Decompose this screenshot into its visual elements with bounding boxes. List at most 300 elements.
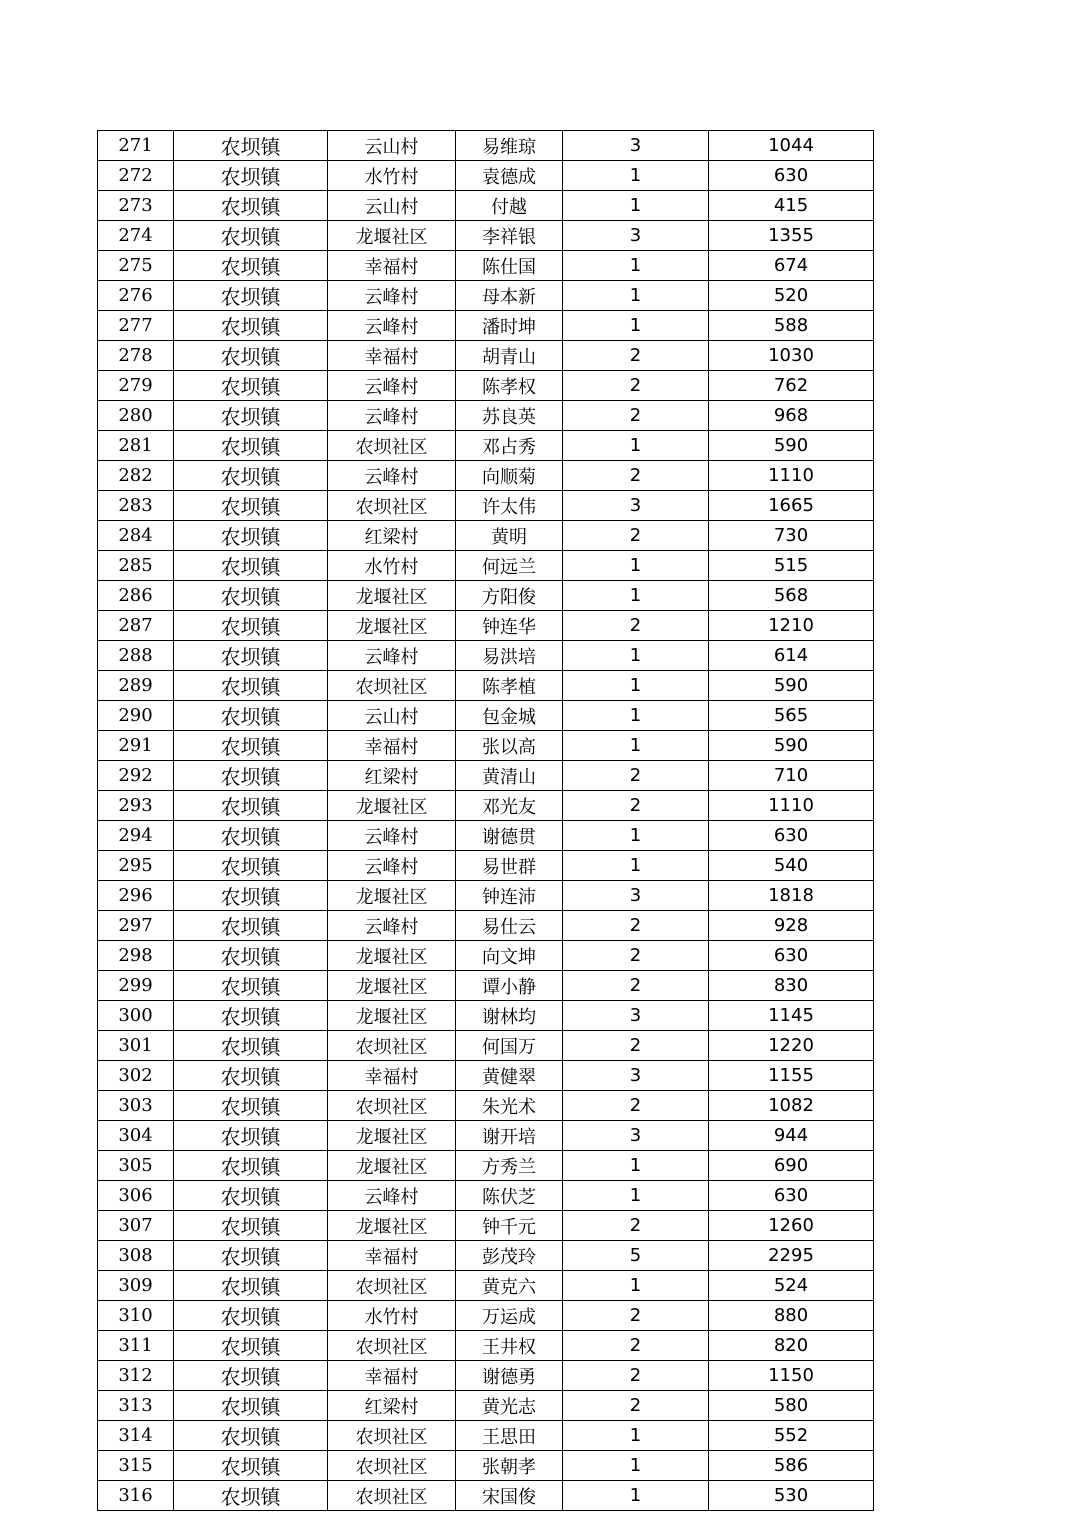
cell-household-size: 1: [563, 251, 709, 281]
cell-town: 农坝镇: [174, 1361, 328, 1391]
cell-household-size: 2: [563, 341, 709, 371]
cell-name: 宋国俊: [456, 1481, 563, 1511]
cell-town: 农坝镇: [174, 821, 328, 851]
cell-household-size: 1: [563, 1181, 709, 1211]
table-row: [98, 911, 874, 941]
cell-village: 幸福村: [328, 731, 456, 761]
cell-household-size: 1: [563, 191, 709, 221]
table-row: [98, 1031, 874, 1061]
cell-village: 农坝社区: [328, 431, 456, 461]
cell-town: 农坝镇: [174, 161, 328, 191]
cell-town: 农坝镇: [174, 1001, 328, 1031]
cell-name: 易维琼: [456, 131, 563, 161]
table-row: [98, 581, 874, 611]
cell-town: 农坝镇: [174, 1271, 328, 1301]
cell-amount: 586: [709, 1451, 874, 1481]
cell-amount: 590: [709, 671, 874, 701]
cell-household-size: 1: [563, 851, 709, 881]
cell-amount: 590: [709, 731, 874, 761]
cell-town: 农坝镇: [174, 281, 328, 311]
cell-name: 谢德勇: [456, 1361, 563, 1391]
cell-amount: 524: [709, 1271, 874, 1301]
cell-index: 295: [98, 851, 174, 881]
cell-household-size: 3: [563, 491, 709, 521]
table-row: [98, 281, 874, 311]
cell-village: 水竹村: [328, 551, 456, 581]
cell-index: 314: [98, 1421, 174, 1451]
cell-amount: 674: [709, 251, 874, 281]
cell-index: 281: [98, 431, 174, 461]
cell-amount: 830: [709, 971, 874, 1001]
cell-village: 云峰村: [328, 461, 456, 491]
cell-index: 297: [98, 911, 174, 941]
cell-village: 龙堰社区: [328, 221, 456, 251]
cell-town: 农坝镇: [174, 521, 328, 551]
cell-index: 307: [98, 1211, 174, 1241]
cell-village: 云山村: [328, 701, 456, 731]
cell-amount: 530: [709, 1481, 874, 1511]
cell-amount: 1030: [709, 341, 874, 371]
cell-index: 311: [98, 1331, 174, 1361]
table-row: [98, 731, 874, 761]
table-row: [98, 371, 874, 401]
cell-household-size: 3: [563, 1121, 709, 1151]
cell-amount: 540: [709, 851, 874, 881]
cell-household-size: 2: [563, 1391, 709, 1421]
cell-town: 农坝镇: [174, 251, 328, 281]
cell-index: 279: [98, 371, 174, 401]
cell-household-size: 1: [563, 1421, 709, 1451]
cell-household-size: 2: [563, 941, 709, 971]
cell-village: 幸福村: [328, 1361, 456, 1391]
cell-town: 农坝镇: [174, 941, 328, 971]
cell-index: 310: [98, 1301, 174, 1331]
cell-household-size: 1: [563, 1451, 709, 1481]
cell-household-size: 3: [563, 1061, 709, 1091]
cell-name: 谢开培: [456, 1121, 563, 1151]
cell-household-size: 2: [563, 1301, 709, 1331]
table-row: [98, 461, 874, 491]
cell-village: 龙堰社区: [328, 1121, 456, 1151]
cell-index: 280: [98, 401, 174, 431]
cell-village: 云峰村: [328, 851, 456, 881]
cell-household-size: 2: [563, 911, 709, 941]
cell-amount: 762: [709, 371, 874, 401]
cell-index: 271: [98, 131, 174, 161]
cell-name: 母本新: [456, 281, 563, 311]
cell-amount: 730: [709, 521, 874, 551]
cell-town: 农坝镇: [174, 1391, 328, 1421]
cell-village: 幸福村: [328, 1241, 456, 1271]
cell-town: 农坝镇: [174, 1211, 328, 1241]
cell-amount: 710: [709, 761, 874, 791]
cell-name: 袁德成: [456, 161, 563, 191]
cell-index: 289: [98, 671, 174, 701]
cell-household-size: 2: [563, 1331, 709, 1361]
cell-village: 红梁村: [328, 761, 456, 791]
table-row: [98, 1211, 874, 1241]
cell-town: 农坝镇: [174, 791, 328, 821]
cell-name: 谭小静: [456, 971, 563, 1001]
cell-amount: 415: [709, 191, 874, 221]
cell-name: 黄光志: [456, 1391, 563, 1421]
cell-village: 红梁村: [328, 1391, 456, 1421]
cell-index: 306: [98, 1181, 174, 1211]
cell-household-size: 2: [563, 371, 709, 401]
cell-index: 293: [98, 791, 174, 821]
cell-amount: 1145: [709, 1001, 874, 1031]
cell-index: 298: [98, 941, 174, 971]
cell-village: 龙堰社区: [328, 611, 456, 641]
cell-household-size: 5: [563, 1241, 709, 1271]
cell-household-size: 2: [563, 461, 709, 491]
cell-village: 云山村: [328, 191, 456, 221]
cell-town: 农坝镇: [174, 1451, 328, 1481]
cell-name: 钟连沛: [456, 881, 563, 911]
cell-index: 294: [98, 821, 174, 851]
cell-household-size: 2: [563, 971, 709, 1001]
cell-town: 农坝镇: [174, 911, 328, 941]
cell-index: 290: [98, 701, 174, 731]
table-row: [98, 671, 874, 701]
table-row: [98, 1121, 874, 1151]
table-row: [98, 311, 874, 341]
cell-name: 谢林均: [456, 1001, 563, 1031]
cell-village: 农坝社区: [328, 1031, 456, 1061]
cell-amount: 520: [709, 281, 874, 311]
cell-household-size: 2: [563, 401, 709, 431]
cell-town: 农坝镇: [174, 1481, 328, 1511]
cell-index: 292: [98, 761, 174, 791]
table-row: [98, 821, 874, 851]
cell-index: 300: [98, 1001, 174, 1031]
cell-name: 易仕云: [456, 911, 563, 941]
table-row: [98, 1181, 874, 1211]
cell-index: 278: [98, 341, 174, 371]
cell-amount: 630: [709, 821, 874, 851]
cell-household-size: 1: [563, 731, 709, 761]
table-row: [98, 551, 874, 581]
cell-town: 农坝镇: [174, 311, 328, 341]
table-row: [98, 881, 874, 911]
table-row: [98, 1001, 874, 1031]
cell-index: 299: [98, 971, 174, 1001]
cell-town: 农坝镇: [174, 731, 328, 761]
cell-town: 农坝镇: [174, 341, 328, 371]
table-row: [98, 1151, 874, 1181]
cell-town: 农坝镇: [174, 191, 328, 221]
cell-household-size: 1: [563, 431, 709, 461]
table-row: [98, 971, 874, 1001]
table-row: [98, 401, 874, 431]
cell-index: 287: [98, 611, 174, 641]
cell-name: 邓光友: [456, 791, 563, 821]
cell-amount: 1044: [709, 131, 874, 161]
table-row: [98, 1391, 874, 1421]
table-row: [98, 1481, 874, 1511]
cell-name: 黄克六: [456, 1271, 563, 1301]
cell-amount: 565: [709, 701, 874, 731]
cell-village: 水竹村: [328, 161, 456, 191]
cell-amount: 1220: [709, 1031, 874, 1061]
cell-name: 张以高: [456, 731, 563, 761]
cell-household-size: 1: [563, 671, 709, 701]
cell-town: 农坝镇: [174, 971, 328, 1001]
cell-village: 龙堰社区: [328, 971, 456, 1001]
cell-amount: 568: [709, 581, 874, 611]
cell-town: 农坝镇: [174, 131, 328, 161]
cell-name: 向顺菊: [456, 461, 563, 491]
cell-village: 农坝社区: [328, 1271, 456, 1301]
cell-household-size: 1: [563, 551, 709, 581]
table-row: [98, 521, 874, 551]
cell-village: 农坝社区: [328, 1481, 456, 1511]
cell-amount: 1150: [709, 1361, 874, 1391]
cell-town: 农坝镇: [174, 1061, 328, 1091]
cell-village: 幸福村: [328, 251, 456, 281]
cell-village: 云峰村: [328, 401, 456, 431]
cell-index: 282: [98, 461, 174, 491]
cell-amount: 820: [709, 1331, 874, 1361]
cell-name: 付越: [456, 191, 563, 221]
table-row: [98, 1061, 874, 1091]
cell-household-size: 2: [563, 1091, 709, 1121]
cell-town: 农坝镇: [174, 551, 328, 581]
cell-name: 包金城: [456, 701, 563, 731]
cell-index: 308: [98, 1241, 174, 1271]
cell-name: 陈伏芝: [456, 1181, 563, 1211]
cell-town: 农坝镇: [174, 641, 328, 671]
cell-name: 李祥银: [456, 221, 563, 251]
cell-amount: 690: [709, 1151, 874, 1181]
cell-household-size: 1: [563, 821, 709, 851]
table-row: [98, 701, 874, 731]
table-row: [98, 761, 874, 791]
cell-index: 275: [98, 251, 174, 281]
cell-amount: 1260: [709, 1211, 874, 1241]
cell-town: 农坝镇: [174, 761, 328, 791]
cell-village: 龙堰社区: [328, 581, 456, 611]
cell-household-size: 2: [563, 791, 709, 821]
cell-index: 302: [98, 1061, 174, 1091]
cell-amount: 515: [709, 551, 874, 581]
cell-town: 农坝镇: [174, 401, 328, 431]
table-row: [98, 191, 874, 221]
cell-town: 农坝镇: [174, 671, 328, 701]
cell-name: 王思田: [456, 1421, 563, 1451]
cell-name: 向文坤: [456, 941, 563, 971]
cell-name: 许太伟: [456, 491, 563, 521]
cell-index: 288: [98, 641, 174, 671]
cell-index: 303: [98, 1091, 174, 1121]
cell-amount: 1082: [709, 1091, 874, 1121]
table-row: [98, 1271, 874, 1301]
cell-town: 农坝镇: [174, 1121, 328, 1151]
cell-village: 龙堰社区: [328, 1211, 456, 1241]
cell-town: 农坝镇: [174, 1421, 328, 1451]
cell-town: 农坝镇: [174, 851, 328, 881]
cell-amount: 630: [709, 161, 874, 191]
cell-name: 钟连华: [456, 611, 563, 641]
cell-village: 农坝社区: [328, 1331, 456, 1361]
cell-index: 272: [98, 161, 174, 191]
cell-name: 张朝孝: [456, 1451, 563, 1481]
cell-amount: 630: [709, 1181, 874, 1211]
cell-index: 283: [98, 491, 174, 521]
cell-town: 农坝镇: [174, 1331, 328, 1361]
cell-index: 286: [98, 581, 174, 611]
cell-amount: 1210: [709, 611, 874, 641]
cell-amount: 588: [709, 311, 874, 341]
cell-village: 农坝社区: [328, 1421, 456, 1451]
cell-name: 黄健翠: [456, 1061, 563, 1091]
cell-village: 龙堰社区: [328, 791, 456, 821]
cell-index: 315: [98, 1451, 174, 1481]
cell-index: 296: [98, 881, 174, 911]
cell-town: 农坝镇: [174, 1031, 328, 1061]
cell-name: 潘时坤: [456, 311, 563, 341]
cell-amount: 630: [709, 941, 874, 971]
cell-household-size: 2: [563, 1361, 709, 1391]
table-row: [98, 131, 874, 161]
cell-village: 龙堰社区: [328, 881, 456, 911]
cell-household-size: 3: [563, 1001, 709, 1031]
cell-village: 幸福村: [328, 341, 456, 371]
cell-household-size: 1: [563, 1481, 709, 1511]
cell-household-size: 1: [563, 281, 709, 311]
cell-town: 农坝镇: [174, 701, 328, 731]
cell-amount: 880: [709, 1301, 874, 1331]
cell-name: 黄清山: [456, 761, 563, 791]
cell-name: 何国万: [456, 1031, 563, 1061]
cell-name: 钟千元: [456, 1211, 563, 1241]
cell-village: 云峰村: [328, 371, 456, 401]
table-row: [98, 611, 874, 641]
cell-town: 农坝镇: [174, 221, 328, 251]
cell-village: 龙堰社区: [328, 941, 456, 971]
relief-table: [97, 130, 874, 1511]
cell-amount: 1355: [709, 221, 874, 251]
cell-village: 农坝社区: [328, 671, 456, 701]
cell-village: 农坝社区: [328, 491, 456, 521]
cell-household-size: 2: [563, 521, 709, 551]
cell-name: 朱光术: [456, 1091, 563, 1121]
cell-amount: 944: [709, 1121, 874, 1151]
cell-household-size: 1: [563, 701, 709, 731]
cell-index: 309: [98, 1271, 174, 1301]
cell-town: 农坝镇: [174, 1181, 328, 1211]
cell-name: 谢德贯: [456, 821, 563, 851]
table-row: [98, 1331, 874, 1361]
cell-town: 农坝镇: [174, 581, 328, 611]
cell-index: 284: [98, 521, 174, 551]
cell-household-size: 1: [563, 581, 709, 611]
cell-village: 云山村: [328, 131, 456, 161]
cell-town: 农坝镇: [174, 611, 328, 641]
cell-town: 农坝镇: [174, 881, 328, 911]
cell-village: 幸福村: [328, 1061, 456, 1091]
cell-household-size: 1: [563, 1151, 709, 1181]
cell-name: 邓占秀: [456, 431, 563, 461]
cell-village: 农坝社区: [328, 1451, 456, 1481]
cell-name: 王井权: [456, 1331, 563, 1361]
cell-amount: 590: [709, 431, 874, 461]
cell-town: 农坝镇: [174, 491, 328, 521]
cell-amount: 1110: [709, 791, 874, 821]
cell-amount: 614: [709, 641, 874, 671]
cell-household-size: 1: [563, 641, 709, 671]
cell-name: 胡青山: [456, 341, 563, 371]
cell-index: 316: [98, 1481, 174, 1511]
cell-index: 313: [98, 1391, 174, 1421]
cell-name: 陈孝权: [456, 371, 563, 401]
cell-index: 312: [98, 1361, 174, 1391]
table-row: [98, 941, 874, 971]
cell-name: 方秀兰: [456, 1151, 563, 1181]
cell-town: 农坝镇: [174, 431, 328, 461]
table-row: [98, 1091, 874, 1121]
cell-amount: 552: [709, 1421, 874, 1451]
table-row: [98, 791, 874, 821]
cell-village: 农坝社区: [328, 1091, 456, 1121]
cell-village: 龙堰社区: [328, 1151, 456, 1181]
cell-name: 陈孝植: [456, 671, 563, 701]
table-row: [98, 1241, 874, 1271]
cell-household-size: 2: [563, 1031, 709, 1061]
cell-town: 农坝镇: [174, 1151, 328, 1181]
cell-name: 方阳俊: [456, 581, 563, 611]
cell-amount: 580: [709, 1391, 874, 1421]
table-row: [98, 641, 874, 671]
cell-town: 农坝镇: [174, 371, 328, 401]
table-row: [98, 1451, 874, 1481]
table-body: [98, 131, 874, 1511]
cell-town: 农坝镇: [174, 1241, 328, 1271]
cell-household-size: 1: [563, 161, 709, 191]
cell-amount: 1818: [709, 881, 874, 911]
cell-household-size: 2: [563, 611, 709, 641]
cell-household-size: 1: [563, 311, 709, 341]
cell-index: 304: [98, 1121, 174, 1151]
cell-village: 红梁村: [328, 521, 456, 551]
table-row: [98, 491, 874, 521]
cell-household-size: 2: [563, 1211, 709, 1241]
cell-household-size: 3: [563, 881, 709, 911]
cell-amount: 1665: [709, 491, 874, 521]
cell-village: 云峰村: [328, 641, 456, 671]
cell-town: 农坝镇: [174, 1091, 328, 1121]
cell-household-size: 3: [563, 131, 709, 161]
table-row: [98, 851, 874, 881]
table-row: [98, 431, 874, 461]
cell-index: 305: [98, 1151, 174, 1181]
cell-name: 易洪培: [456, 641, 563, 671]
table-row: [98, 1421, 874, 1451]
cell-name: 陈仕国: [456, 251, 563, 281]
table-row: [98, 221, 874, 251]
table-row: [98, 1301, 874, 1331]
cell-village: 云峰村: [328, 1181, 456, 1211]
cell-name: 彭茂玲: [456, 1241, 563, 1271]
cell-index: 277: [98, 311, 174, 341]
cell-name: 苏良英: [456, 401, 563, 431]
cell-name: 万运成: [456, 1301, 563, 1331]
cell-town: 农坝镇: [174, 1301, 328, 1331]
cell-household-size: 2: [563, 761, 709, 791]
cell-village: 云峰村: [328, 821, 456, 851]
cell-index: 301: [98, 1031, 174, 1061]
table-row: [98, 1361, 874, 1391]
